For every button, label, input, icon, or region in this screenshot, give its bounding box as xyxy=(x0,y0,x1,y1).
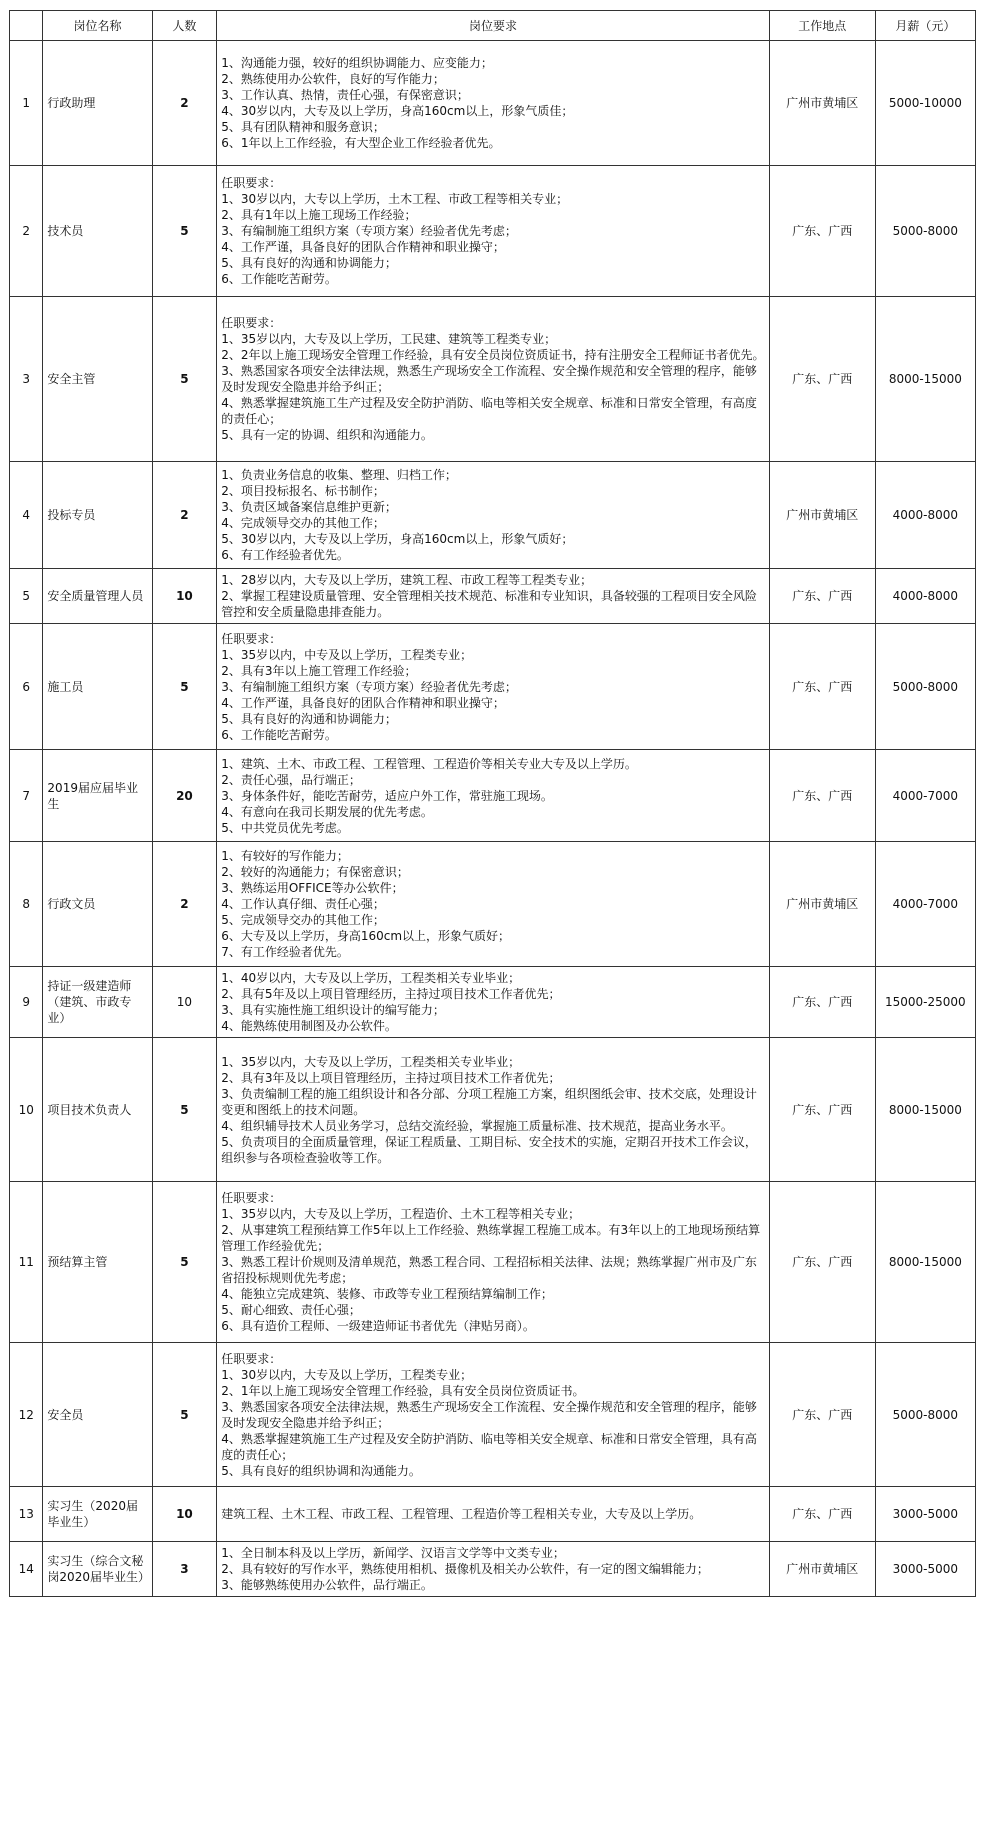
monthly-salary: 4000-8000 xyxy=(875,462,975,569)
table-body xyxy=(10,41,976,1597)
requirement-line: 3、有编制施工组织方案（专项方案）经验者优先考虑； xyxy=(221,679,517,694)
requirement-line: 2、从事建筑工程预结算工作5年以上工作经验、熟练掌握工程施工成本。有3年以上的工地现场预结算管理工作经验优先； xyxy=(221,1223,761,1253)
monthly-salary: 5000-8000 xyxy=(875,624,975,750)
work-location: 广州市黄埔区 xyxy=(769,462,875,569)
requirement-line: 1、35岁以内，大专及以上学历，工程造价、土木工程等相关专业； xyxy=(221,1207,581,1221)
requirement-line: 1、30岁以内，大专以上学历，土木工程、市政工程等相关专业； xyxy=(221,192,569,206)
requirement-line: 4、熟悉掌握建筑施工生产过程及安全防护消防、临电等相关安全规章、标准和日常安全管理，具有高度的责任心； xyxy=(221,1431,757,1462)
requirement-line: 5、具有良好的沟通和协调能力； xyxy=(221,256,397,270)
requirement-line: 4、有意向在我司长期发展的优先考虑。 xyxy=(221,804,433,819)
headcount: 10 xyxy=(152,569,217,624)
table-row xyxy=(10,624,976,750)
table-row xyxy=(10,166,976,297)
row-index: 4 xyxy=(10,462,43,569)
table-row xyxy=(10,967,976,1038)
position-name: 持证一级建造师（建筑、市政专业） xyxy=(43,967,152,1038)
requirement-line: 6、大专及以上学历，身高160cm以上，形象气质好； xyxy=(221,929,511,943)
table-row xyxy=(10,462,976,569)
requirement-line: 3、熟悉工程计价规则及清单规范，熟悉工程合同、工程招标相关法律、法规；熟练掌握广州市及广东省招投标规则优先考虑； xyxy=(221,1255,757,1285)
work-location: 广东、广西 xyxy=(769,624,875,750)
requirements-cell xyxy=(217,297,770,462)
monthly-salary: 5000-10000 xyxy=(875,41,975,166)
work-location: 广东、广西 xyxy=(769,967,875,1038)
requirements-cell xyxy=(217,1487,770,1542)
requirement-line: 3、负责编制工程的施工组织设计和各分部、分项工程施工方案，组织图纸会审、技术交底，处理设计变更和图纸上的技术问题。 xyxy=(221,1086,757,1117)
row-index: 12 xyxy=(10,1343,43,1487)
requirement-line: 2、较好的沟通能力；有保密意识； xyxy=(221,865,409,879)
headcount: 10 xyxy=(152,1487,217,1542)
requirement-line: 5、耐心细致、责任心强； xyxy=(221,1303,361,1317)
requirement-line: 3、具有实施性施工组织设计的编写能力； xyxy=(221,1003,445,1017)
requirement-line: 任职要求： xyxy=(221,1351,282,1366)
requirement-line: 4、工作严谨，具备良好的团队合作精神和职业操守； xyxy=(221,695,505,710)
work-location: 广东、广西 xyxy=(769,166,875,297)
row-index: 10 xyxy=(10,1038,43,1182)
monthly-salary: 5000-8000 xyxy=(875,166,975,297)
requirement-line: 6、工作能吃苦耐劳。 xyxy=(221,272,337,286)
requirement-line: 1、沟通能力强，较好的组织协调能力、应变能力； xyxy=(221,56,493,70)
work-location: 广州市黄埔区 xyxy=(769,41,875,166)
requirement-line: 2、掌握工程建设质量管理、安全管理相关技术规范、标准和专业知识，具备较强的工程项目安全风险管控和安全质量隐患排查能力。 xyxy=(221,589,757,619)
requirement-line: 2、具有1年以上施工现场工作经验； xyxy=(221,208,417,222)
headcount: 5 xyxy=(152,166,217,297)
monthly-salary: 5000-8000 xyxy=(875,1343,975,1487)
requirement-line: 2、项目投标报名、标书制作； xyxy=(221,484,385,498)
requirements-cell xyxy=(217,1182,770,1343)
header-location: 工作地点 xyxy=(769,11,875,41)
work-location: 广州市黄埔区 xyxy=(769,1542,875,1597)
headcount: 2 xyxy=(152,462,217,569)
work-location: 广东、广西 xyxy=(769,1487,875,1542)
monthly-salary: 4000-8000 xyxy=(875,569,975,624)
table-row xyxy=(10,1487,976,1542)
requirements-cell xyxy=(217,842,770,967)
row-index: 3 xyxy=(10,297,43,462)
requirement-line: 2、具有3年及以上项目管理经历，主持过项目技术工作者优先； xyxy=(221,1070,561,1085)
header-headcount: 人数 xyxy=(152,11,217,41)
headcount: 10 xyxy=(152,967,217,1038)
table-row xyxy=(10,750,976,842)
table-row xyxy=(10,1038,976,1182)
requirement-line: 2、具有较好的写作水平，熟练使用相机、摄像机及相关办公软件，有一定的图文编辑能力； xyxy=(221,1562,709,1576)
work-location: 广东、广西 xyxy=(769,1343,875,1487)
requirement-line: 建筑工程、土木工程、市政工程、工程管理、工程造价等工程相关专业，大专及以上学历。 xyxy=(221,1507,702,1521)
row-index: 11 xyxy=(10,1182,43,1343)
requirement-line: 2、责任心强，品行端正； xyxy=(221,772,361,787)
headcount: 5 xyxy=(152,1343,217,1487)
header-index xyxy=(10,11,43,41)
table-row xyxy=(10,41,976,166)
requirement-line: 1、35岁以内，中专及以上学历，工程类专业； xyxy=(221,647,473,662)
requirement-line: 3、熟悉国家各项安全法律法规，熟悉生产现场安全工作流程、安全操作规范和安全管理的程序，能够及时发现安全隐患并给予纠正； xyxy=(221,1399,757,1430)
position-name: 安全主管 xyxy=(43,297,152,462)
monthly-salary: 3000-5000 xyxy=(875,1542,975,1597)
requirement-line: 2、具有5年及以上项目管理经历，主持过项目技术工作者优先； xyxy=(221,987,561,1001)
row-index: 1 xyxy=(10,41,43,166)
row-index: 8 xyxy=(10,842,43,967)
requirement-line: 1、建筑、土木、市政工程、工程管理、工程造价等相关专业大专及以上学历。 xyxy=(221,756,637,771)
requirement-line: 3、能够熟练使用办公软件，品行端正。 xyxy=(221,1578,433,1592)
requirements-cell xyxy=(217,166,770,297)
headcount: 5 xyxy=(152,1038,217,1182)
requirement-line: 6、有工作经验者优先。 xyxy=(221,548,349,562)
requirement-line: 1、负责业务信息的收集、整理、归档工作； xyxy=(221,468,457,482)
monthly-salary: 15000-25000 xyxy=(875,967,975,1038)
headcount: 5 xyxy=(152,1182,217,1343)
requirement-line: 任职要求： xyxy=(221,176,282,190)
requirement-line: 5、30岁以内，大专及以上学历，身高160cm以上，形象气质好； xyxy=(221,532,574,546)
position-name: 安全员 xyxy=(43,1343,152,1487)
monthly-salary: 8000-15000 xyxy=(875,1182,975,1343)
requirement-line: 1、有较好的写作能力； xyxy=(221,849,349,863)
requirement-line: 2、熟练使用办公软件，良好的写作能力； xyxy=(221,72,445,86)
position-name: 预结算主管 xyxy=(43,1182,152,1343)
position-name: 技术员 xyxy=(43,166,152,297)
headcount: 2 xyxy=(152,842,217,967)
position-name: 行政文员 xyxy=(43,842,152,967)
requirement-line: 2、具有3年以上施工管理工作经验； xyxy=(221,663,417,678)
row-index: 14 xyxy=(10,1542,43,1597)
monthly-salary: 8000-15000 xyxy=(875,297,975,462)
requirements-cell xyxy=(217,967,770,1038)
requirement-line: 4、完成领导交办的其他工作； xyxy=(221,516,385,530)
requirement-line: 4、能熟练使用制图及办公软件。 xyxy=(221,1019,397,1033)
work-location: 广东、广西 xyxy=(769,750,875,842)
requirements-cell xyxy=(217,41,770,166)
requirement-line: 任职要求： xyxy=(221,631,282,646)
monthly-salary: 4000-7000 xyxy=(875,750,975,842)
requirement-line: 7、有工作经验者优先。 xyxy=(221,945,349,959)
headcount: 5 xyxy=(152,624,217,750)
table-row xyxy=(10,1343,976,1487)
work-location: 广东、广西 xyxy=(769,1038,875,1182)
requirement-line: 3、身体条件好，能吃苦耐劳，适应户外工作，常驻施工现场。 xyxy=(221,788,553,803)
requirement-line: 2、2年以上施工现场安全管理工作经验，具有安全员岗位资质证书，持有注册安全工程师证书者优先。 xyxy=(221,348,765,362)
table-row xyxy=(10,1542,976,1597)
requirement-line: 5、负责项目的全面质量管理，保证工程质量、工期目标、安全技术的实施，定期召开技术工作会议，组织参与各项检查验收等工作。 xyxy=(221,1134,757,1165)
requirement-line: 6、具有造价工程师、一级建造师证书者优先（津贴另商）。 xyxy=(221,1319,535,1333)
requirement-line: 3、熟悉国家各项安全法律法规，熟悉生产现场安全工作流程、安全操作规范和安全管理的程序，能够及时发现安全隐患并给予纠正； xyxy=(221,364,757,394)
requirement-line: 6、1年以上工作经验，有大型企业工作经验者优先。 xyxy=(221,136,501,150)
work-location: 广东、广西 xyxy=(769,1182,875,1343)
requirement-line: 1、全日制本科及以上学历，新闻学、汉语言文学等中文类专业； xyxy=(221,1546,565,1560)
requirements-cell xyxy=(217,624,770,750)
requirement-line: 3、工作认真、热情，责任心强，有保密意识； xyxy=(221,88,469,102)
work-location: 广州市黄埔区 xyxy=(769,842,875,967)
row-index: 6 xyxy=(10,624,43,750)
requirement-line: 4、熟悉掌握建筑施工生产过程及安全防护消防、临电等相关安全规章、标准和日常安全管理，有高度的责任心； xyxy=(221,396,757,426)
position-name: 实习生（2020届毕业生） xyxy=(43,1487,152,1542)
requirement-line: 4、工作认真仔细、责任心强； xyxy=(221,897,385,911)
recruitment-table xyxy=(9,10,976,1597)
position-name: 实习生（综合文秘岗2020届毕业生） xyxy=(43,1542,152,1597)
headcount: 3 xyxy=(152,1542,217,1597)
requirements-cell xyxy=(217,1038,770,1182)
requirement-line: 3、有编制施工组织方案（专项方案）经验者优先考虑； xyxy=(221,224,517,238)
monthly-salary: 4000-7000 xyxy=(875,842,975,967)
table-row xyxy=(10,842,976,967)
header-requirements: 岗位要求 xyxy=(217,11,770,41)
work-location: 广东、广西 xyxy=(769,297,875,462)
requirements-cell xyxy=(217,462,770,569)
requirement-line: 5、具有团队精神和服务意识； xyxy=(221,120,385,134)
requirements-cell xyxy=(217,750,770,842)
position-name: 施工员 xyxy=(43,624,152,750)
requirement-line: 1、28岁以内，大专及以上学历，建筑工程、市政工程等工程类专业； xyxy=(221,573,593,587)
row-index: 7 xyxy=(10,750,43,842)
requirement-line: 6、工作能吃苦耐劳。 xyxy=(221,727,337,742)
row-index: 2 xyxy=(10,166,43,297)
position-name: 投标专员 xyxy=(43,462,152,569)
requirements-cell xyxy=(217,569,770,624)
table-row xyxy=(10,1182,976,1343)
headcount: 20 xyxy=(152,750,217,842)
requirements-cell xyxy=(217,1343,770,1487)
requirement-line: 任职要求： xyxy=(221,1191,282,1205)
requirement-line: 1、35岁以内，大专及以上学历，工程类相关专业毕业； xyxy=(221,1054,521,1069)
requirement-line: 4、工作严谨，具备良好的团队合作精神和职业操守； xyxy=(221,240,505,254)
requirement-line: 2、1年以上施工现场安全管理工作经验，具有安全员岗位资质证书。 xyxy=(221,1383,585,1398)
requirement-line: 4、组织辅导技术人员业务学习，总结交流经验，掌握施工质量标准、技术规范，提高业务水平。 xyxy=(221,1118,733,1133)
table-row xyxy=(10,569,976,624)
requirement-line: 5、具有良好的组织协调和沟通能力。 xyxy=(221,1463,421,1478)
headcount: 5 xyxy=(152,297,217,462)
position-name: 行政助理 xyxy=(43,41,152,166)
headcount: 2 xyxy=(152,41,217,166)
requirement-line: 5、具有良好的沟通和协调能力； xyxy=(221,711,397,726)
row-index: 9 xyxy=(10,967,43,1038)
requirement-line: 4、30岁以内，大专及以上学历，身高160cm以上，形象气质佳； xyxy=(221,104,574,118)
position-name: 2019届应届毕业生 xyxy=(43,750,152,842)
table-row xyxy=(10,297,976,462)
header-salary: 月薪（元） xyxy=(875,11,975,41)
requirement-line: 1、35岁以内，大专及以上学历，工民建、建筑等工程类专业； xyxy=(221,332,557,346)
monthly-salary: 3000-5000 xyxy=(875,1487,975,1542)
requirement-line: 3、负责区域备案信息维护更新； xyxy=(221,500,397,514)
row-index: 5 xyxy=(10,569,43,624)
requirement-line: 3、熟练运用OFFICE等办公软件； xyxy=(221,881,404,895)
requirement-line: 5、具有一定的协调、组织和沟通能力。 xyxy=(221,428,433,442)
position-name: 安全质量管理人员 xyxy=(43,569,152,624)
requirement-line: 5、中共党员优先考虑。 xyxy=(221,820,349,835)
requirement-line: 1、40岁以内，大专及以上学历，工程类相关专业毕业； xyxy=(221,971,521,985)
monthly-salary: 8000-15000 xyxy=(875,1038,975,1182)
work-location: 广东、广西 xyxy=(769,569,875,624)
requirement-line: 5、完成领导交办的其他工作； xyxy=(221,913,385,927)
requirements-cell xyxy=(217,1542,770,1597)
requirement-line: 4、能独立完成建筑、装修、市政等专业工程预结算编制工作； xyxy=(221,1287,553,1301)
position-name: 项目技术负责人 xyxy=(43,1038,152,1182)
header-row xyxy=(10,11,976,41)
row-index: 13 xyxy=(10,1487,43,1542)
requirement-line: 1、30岁以内，大专及以上学历，工程类专业； xyxy=(221,1367,473,1382)
header-position-name: 岗位名称 xyxy=(43,11,152,41)
requirement-line: 任职要求： xyxy=(221,316,282,330)
